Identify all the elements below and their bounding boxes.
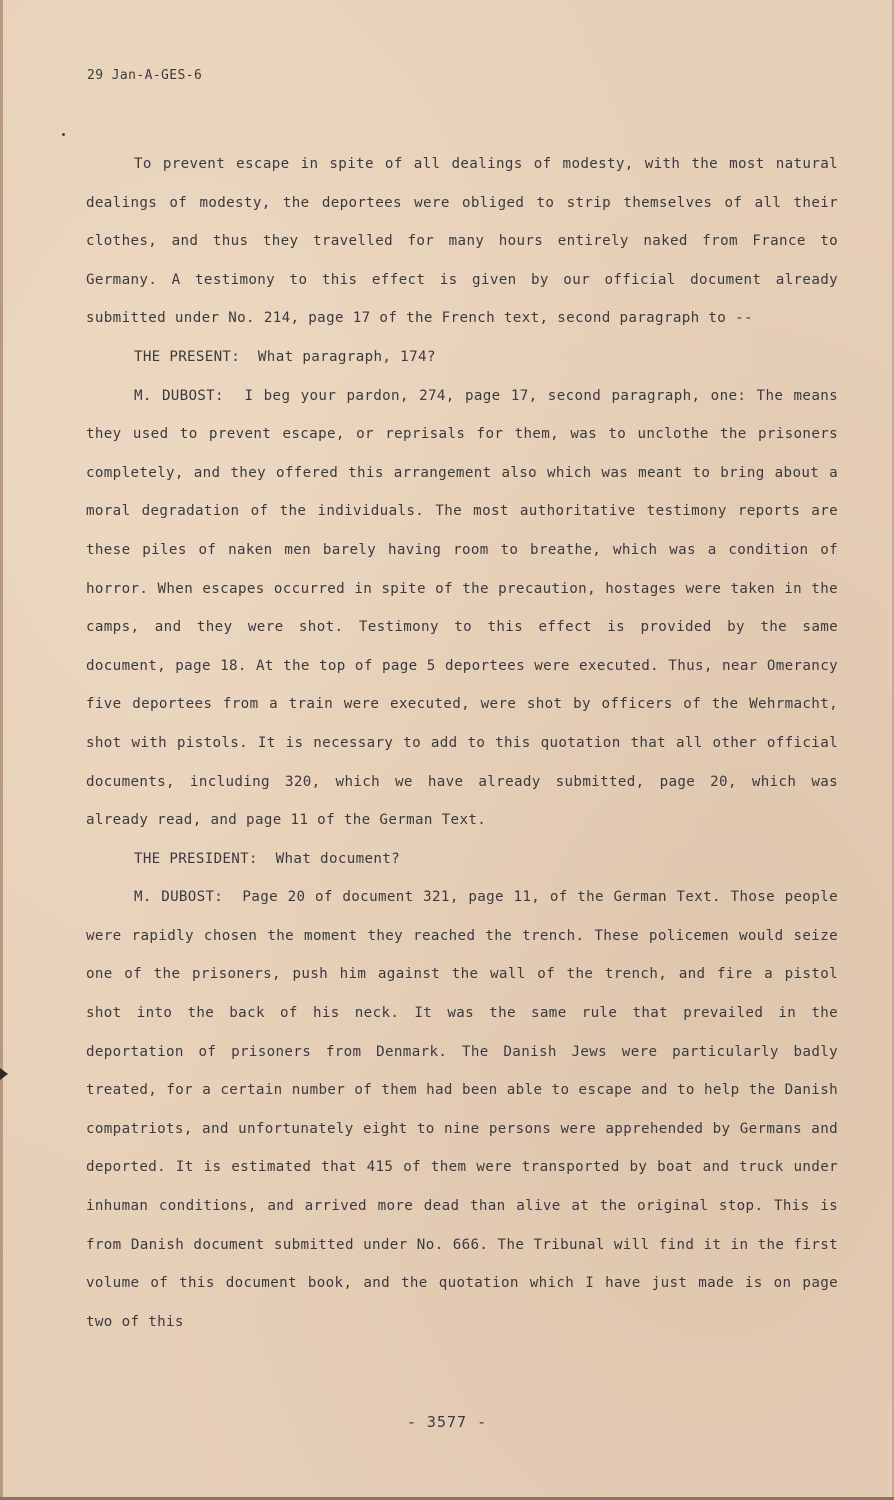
margin-dot-mark [62, 133, 65, 136]
document-code: 29 Jan-A-GES-6 [87, 68, 203, 83]
paragraph-text: What document? [275, 850, 401, 867]
transcript-body [86, 145, 838, 1341]
paragraph [86, 377, 838, 840]
paragraph-text: To prevent escape in spite of all dealings of modesty, with the most natural dealings of modesty, the deportees were obliged to strip themselves of all their clothes, and thus they travelled for many hours entirely naked from France to Germany. A testimony to this effect is given by our official document already submitted under No. 214, page 17 of the French text, second paragraph to -- [86, 156, 838, 327]
speaker-label: THE PRESIDENT: [134, 850, 258, 867]
speaker-label: THE PRESENT: [134, 348, 241, 365]
paragraph-text: I beg your pardon, 274, page 17, second paragraph, one: The means they used to prevent escape, or reprisals for them, was to unclothe the prisoners completely, and they offered this arrangement also which was meant to bring about a moral degradation of the individuals. The most authoritative testimony reports are these piles of naken men barely having room to breathe, which was a condition of horror. When escapes occurred in spite of the precaution, hostages were taken in the camps, and they were shot. Testimony to this effect is provided by the same document, page 18. At the top of page 5 deportees were executed. Thus, near Omerancy five deportees from a train were executed, were shot by officers of the Wehrmacht, shot with pistols. It is necessary to add to this quotation that all other official documents, including 320, which we have already submitted, page 20, which was already read, and page 11 of the German Text. [86, 387, 839, 829]
paragraph [86, 840, 838, 879]
paragraph [86, 878, 838, 1341]
paper-left-edge [0, 0, 3, 1500]
paragraph [86, 338, 838, 377]
speaker-label: M. DUBOST: [134, 889, 224, 906]
paragraph-text: Page 20 of document 321, page 11, of the German Text. Those people were rapidly chosen the moment they reached the trench. These policemen would seize one of the prisoners, push him against the wall of the trench, and fire a pistol shot into the back of his neck. It was the same rule that prevailed in the deportation of prisoners from Denmark. The Danish Jews were particularly badly treated, for a certain number of them had been able to escape and to help the Danish compatriots, and unfortunately eight to nine persons were apprehended by Germans and deported. It is estimated that 415 of them were transported by boat and truck under inhuman conditions, and arrived more dead than alive at the original stop. This is from Danish document submitted under No. 666. The Tribunal will find it in the first volume of this document book, and the quotation which I have just made is on page two of this [86, 889, 838, 1330]
margin-arrow-mark [0, 1068, 8, 1080]
page-number: - 3577 - [406, 1413, 488, 1431]
paragraph-text: What paragraph, 174? [257, 348, 436, 365]
speaker-label: M. DUBOST: [134, 387, 224, 404]
paragraph [86, 145, 838, 338]
